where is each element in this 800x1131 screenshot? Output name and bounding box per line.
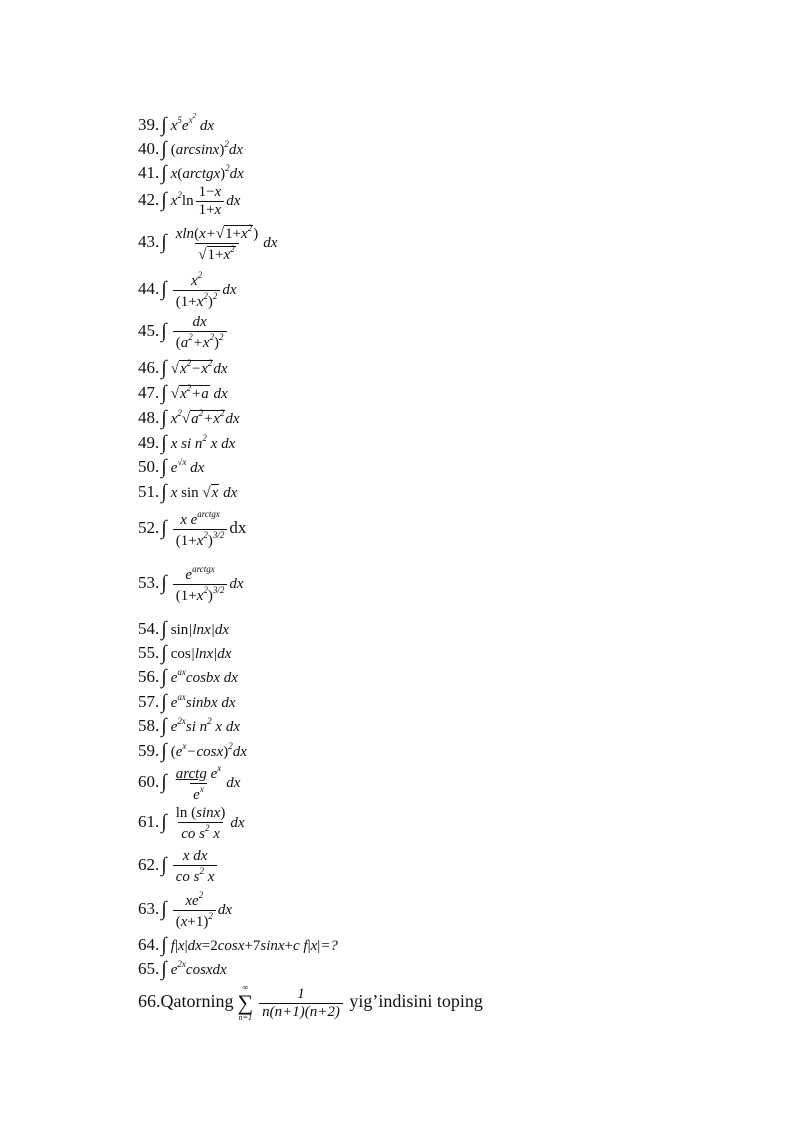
- problem-number: 52.: [138, 517, 160, 537]
- problem-expression: ∫ x sin √x dx: [161, 481, 238, 503]
- problem-expression: ∫ cos|lnx|dx: [161, 642, 232, 664]
- problem-number: 46.: [138, 358, 160, 377]
- problem-number: 53.: [138, 572, 160, 592]
- problem-number: 42.: [138, 189, 160, 209]
- problem-number: 49.: [138, 433, 160, 452]
- problem-number: 63.: [138, 898, 160, 918]
- problem-expression: ∫ $\frac{xe^2}{(x+1)^2}$ dx: [161, 890, 233, 930]
- problem-number: 41.: [138, 163, 160, 182]
- problem-number: 43.: [138, 231, 160, 251]
- problem-expression: ∫ $x^2\ln$ $\frac{1-x}{1+x}$ dx: [161, 184, 241, 218]
- problem-51: [138, 481, 237, 501]
- problem-number: 47.: [138, 383, 160, 402]
- problem-expression: ∫ $x^5e^{x^2}$ dx: [161, 112, 214, 136]
- problem-expression: ∫ $e^{2x}cosxdx$: [161, 958, 227, 980]
- problem-number: 64.: [138, 935, 160, 954]
- problem-expression: ∫ $√x^2-x^2dx$: [161, 357, 228, 379]
- problem-number: 57.: [138, 692, 160, 711]
- problem-40: [138, 138, 243, 158]
- problem-expression: ∫ $\frac{xln(x+√1+x^2)}{√1+x^2}$ dx: [161, 223, 278, 263]
- problem-56: [138, 666, 238, 686]
- problem-expression: ∫ $(\arcsin x)^2dx$: [161, 138, 244, 160]
- problem-number: 39.: [138, 115, 160, 134]
- problem-53: [138, 565, 244, 604]
- series-numerator: 1: [297, 985, 305, 1002]
- series-fraction: [259, 987, 343, 1020]
- summation-symbol: ∞ ∑ n=1: [237, 983, 254, 1022]
- problem-expression: ∫ sin|lnx|dx: [161, 618, 229, 640]
- problem-number: 51.: [138, 482, 160, 501]
- problem-59: [138, 740, 247, 760]
- problem-expression: ∫ $e^{√x}$ dx: [161, 456, 205, 478]
- problem-46: [138, 357, 228, 377]
- problem-66: [138, 984, 483, 1022]
- problem-49: [138, 432, 235, 452]
- problem-58: [138, 715, 240, 735]
- problem-62: [138, 849, 219, 885]
- sum-upper-limit: ∞: [242, 983, 249, 992]
- problem-expression: ∫ $e^{2x}si$ $n^2$ x dx: [161, 715, 240, 737]
- problem-number: 44.: [138, 278, 160, 298]
- problem-52: [138, 510, 246, 549]
- problem-41: [138, 162, 244, 182]
- problem-expression: ∫ x si $n^2$ x dx: [161, 432, 236, 454]
- problem-expression: ∫ $e^{ax}sinbx$ dx: [161, 691, 236, 713]
- problem-number: 65.: [138, 959, 160, 978]
- problem-63: [138, 891, 232, 930]
- problem-55: [138, 642, 231, 662]
- problem-54: [138, 618, 229, 638]
- problem-61: [138, 806, 245, 842]
- problem-64: [138, 934, 338, 954]
- problem-expression: ∫ $\frac{arctg e^x}{e^x}$ dx: [161, 763, 241, 803]
- problem-number: 66.: [138, 991, 161, 1012]
- problem-expression: ∫ $e^{ax}cosbx$ dx: [161, 666, 238, 688]
- problem-number: 50.: [138, 457, 160, 476]
- problem-number: 60.: [138, 771, 160, 791]
- problem-expression: ∫ $\frac{dx}{(a^2+x^2)^2}$: [161, 324, 228, 340]
- problem-42: [138, 185, 240, 218]
- problem-48: [138, 407, 240, 427]
- problem-number: 62.: [138, 855, 160, 875]
- problem-number: 61.: [138, 812, 160, 832]
- problem-tail-text: yig’indisini toping: [349, 991, 483, 1012]
- sum-lower-limit: n=1: [238, 1013, 253, 1022]
- problem-44: [138, 271, 237, 310]
- problem-expression: ∫ $\frac{x^2}{(1+x^2)^2}$ dx: [161, 270, 237, 310]
- problem-lead-text: Qatorning: [160, 991, 234, 1012]
- problem-60: [138, 764, 240, 803]
- problem-57: [138, 691, 235, 711]
- problem-expression: ∫ $\frac{x e^{arctgx}}{(1+x^2)^{3/2}}$ dx: [161, 509, 247, 549]
- problem-65: [138, 958, 227, 978]
- problem-number: 55.: [138, 643, 160, 662]
- problem-number: 48.: [138, 408, 160, 427]
- problem-45: [138, 315, 229, 351]
- problem-39: [138, 113, 214, 134]
- problem-number: 54.: [138, 619, 160, 638]
- problem-43: [138, 224, 277, 263]
- problem-number: 40.: [138, 139, 160, 158]
- problem-expression: ∫ $√x^2+a$ dx: [161, 382, 228, 404]
- problem-expression: ∫ x(arctgx)$^2$dx: [161, 162, 244, 184]
- problem-expression: ∫ $(e^x-\cos x)^2dx$: [161, 740, 247, 762]
- problem-47: [138, 382, 228, 402]
- problem-expression: ∫ $\frac{\ln (\sin x)}{co s^2 x}$ dx: [161, 805, 245, 842]
- problem-expression: ∫ $\frac{e^{arctgx}}{(1+x^2)^{3/2}}$ dx: [161, 564, 244, 604]
- problem-number: 59.: [138, 741, 160, 760]
- problem-number: 58.: [138, 716, 160, 735]
- series-denominator: n(n+1)(n+2): [259, 1003, 343, 1020]
- problem-expression: ∫ $x^2√a^2+x^2dx$: [161, 407, 240, 429]
- problem-number: 45.: [138, 321, 160, 341]
- problem-expression: ∫ f|x|dx=2cosx+7sinx+c f|x|=?: [161, 934, 338, 956]
- problem-50: [138, 456, 204, 476]
- problem-expression: ∫ $\frac{\text{x dx}}{co s^2 x}$: [161, 858, 219, 874]
- problem-number: 56.: [138, 667, 160, 686]
